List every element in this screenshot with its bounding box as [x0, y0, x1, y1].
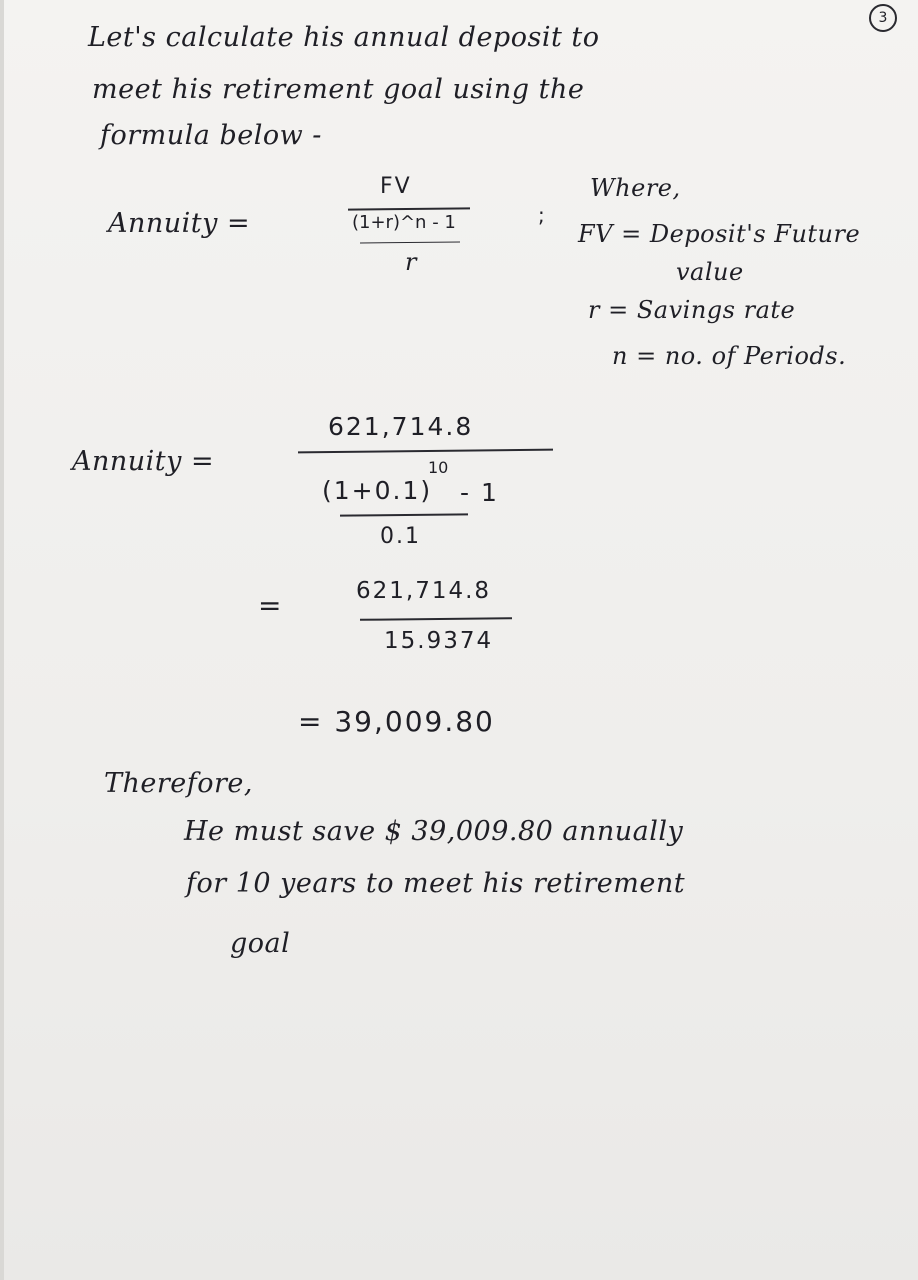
intro-line-2: meet his retirement goal using the [92, 74, 585, 105]
conclusion-therefore: Therefore, [104, 768, 253, 799]
step1-minus-one: - 1 [460, 478, 499, 507]
formula-fraction-line-2 [360, 241, 460, 243]
where-title: Where, [590, 174, 681, 202]
formula-denominator-top: (1+r)^n - 1 [352, 212, 456, 233]
step1-numerator: 621,714.8 [328, 412, 474, 441]
page-number-badge: 3 [869, 4, 897, 32]
where-fv-line-1: FV = Deposit's Future [578, 220, 861, 248]
conclusion-line-3: goal [230, 928, 291, 959]
formula-separator: ; [538, 203, 547, 227]
conclusion-line-2: for 10 years to meet his retirement [186, 868, 686, 899]
step1-exponent: 10 [428, 458, 449, 477]
step2-denominator: 15.9374 [384, 628, 494, 654]
formula-fraction-line-1 [348, 207, 470, 210]
step1-fraction-line-2 [340, 513, 468, 516]
formula-numerator: FV [380, 174, 412, 199]
result-value: = 39,009.80 [298, 705, 495, 738]
step2-equals: = [258, 589, 284, 622]
step1-fraction-line-1 [298, 449, 553, 454]
step2-numerator: 621,714.8 [356, 578, 492, 604]
step1-denominator-bottom: 0.1 [380, 524, 421, 549]
conclusion-line-1: He must save $ 39,009.80 annually [184, 816, 684, 847]
intro-line-1: Let's calculate his annual deposit to [88, 22, 600, 53]
page-edge-shadow [0, 0, 4, 1280]
step2-fraction-line [360, 617, 512, 621]
step1-label: Annuity = [72, 446, 215, 477]
where-n: n = no. of Periods. [612, 342, 847, 370]
formula-denominator-bottom: r [405, 248, 417, 276]
where-r: r = Savings rate [588, 296, 796, 324]
intro-line-3: formula below - [100, 120, 322, 151]
where-fv-line-2: value [676, 258, 744, 286]
step1-denominator-top: (1+0.1) [322, 476, 433, 505]
formula-label: Annuity = [108, 208, 251, 239]
